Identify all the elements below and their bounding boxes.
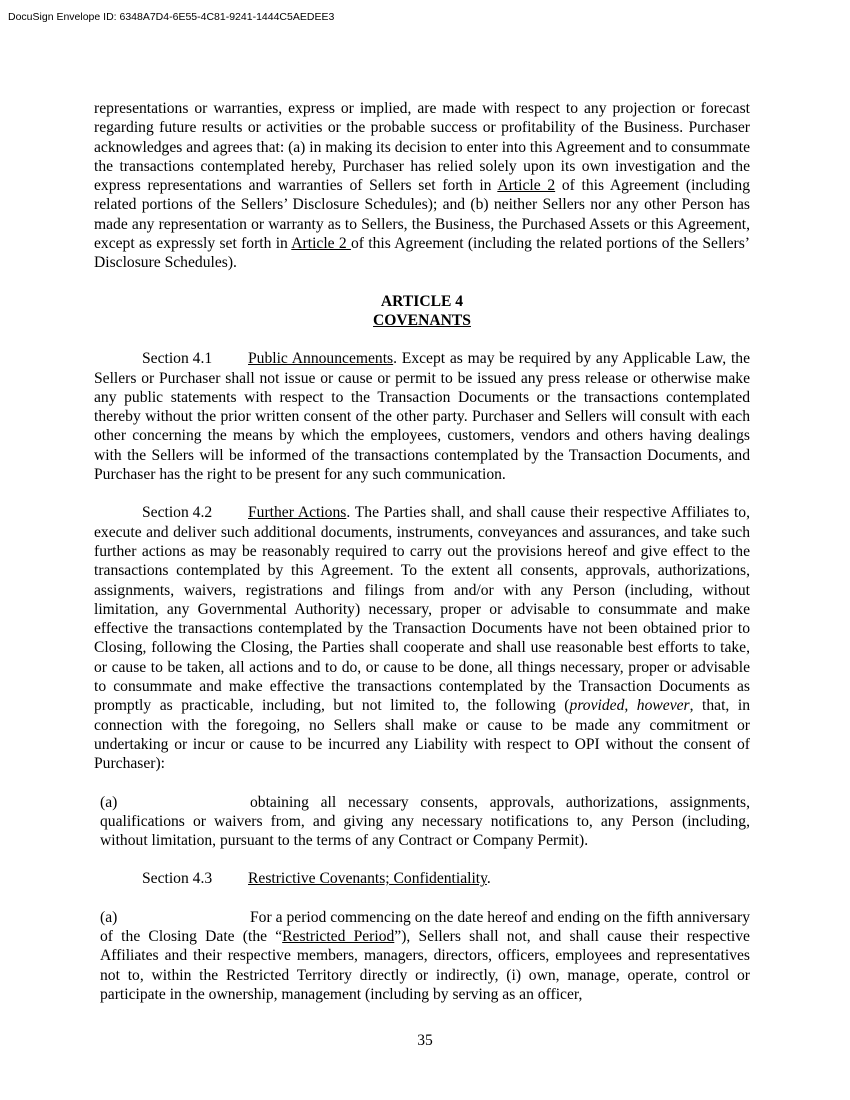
intro-text-1: representations or warranties, express or implied, are made with respect to any projection or forecast regarding future results or activities or the probable success or profitability of the Business. Purchaser acknowledges and agrees that: (a) in making its decision to enter into this Agreement and to consummate the transactions contemplated hereby, Purchaser has relied solely upon its own investigation and the express representations and warranties of Sellers set forth in (94, 100, 750, 195)
section-4-3-item-a-label: (a) (100, 908, 118, 926)
section-4-2-title: Further Actions (248, 504, 347, 522)
article-2-reference-2: Article 2 (291, 235, 351, 253)
article-title: COVENANTS (373, 311, 471, 329)
section-4-2-item-a-text: obtaining all necessary consents, approvals, authorizations, assignments, qualifications or waivers from, and giving any necessary notifications to, any Person (including, without limitation, pursuant to the terms of any Contract or Company Permit). (100, 793, 750, 850)
section-4-1 (94, 349, 750, 484)
intro-text-2: of this Agreement (including related portions of the Sellers’ Disclosure Schedules); and (b) neither Sellers nor any other Person has made any representation or warranty as to Sellers, the Business, the Purchased Assets or this Agreement, except as expressly set forth in (94, 177, 750, 253)
section-4-2-item-a (94, 793, 750, 851)
section-4-2-number: Section 4.2 (142, 504, 213, 522)
restricted-period-term: Restricted Period (282, 927, 395, 945)
article-number: ARTICLE 4 (380, 292, 464, 310)
page-number: 35 (417, 1032, 433, 1049)
section-4-2-item-a-label: (a) (100, 793, 118, 811)
docusign-envelope-id: DocuSign Envelope ID: 6348A7D4-6E55-4C81-9241-1444C5AEDEE3 (8, 11, 335, 23)
section-4-3-item-a (94, 908, 750, 1004)
section-4-2 (94, 503, 750, 773)
section-4-1-number: Section 4.1 (142, 350, 213, 368)
section-4-2-body-b: , that, in connection with the foregoing, no Sellers shall make or cause to be made any commitment or undertaking or incur or cause to be incurred any Liability with respect to OPI without the consent of Purchaser): (94, 697, 750, 773)
section-4-3-title-end: . (486, 870, 491, 888)
section-4-1-title: Public Announcements (248, 350, 394, 368)
section-4-3-number: Section 4.3 (142, 870, 213, 888)
section-4-3-title: Restrictive Covenants; Confidentiality (248, 870, 487, 888)
intro-text-3: of this Agreement (including the related portions of the Sellers’ Disclosure Schedules). (94, 235, 751, 272)
section-4-1-body: . Except as may be required by any Applicable Law, the Sellers or Purchaser shall not issue or cause or permit to be issued any press release or otherwise make any public statements with respect to the Transaction Documents or the transactions contemplated thereby without the prior written consent of the other party. Purchaser and Sellers will consult with each other concerning the means by which the employees, customers, vendors and others having dealings with the Sellers will be informed of the transactions contemplated by the Transaction Documents, and Purchaser has the right to be present for any such communication. (94, 350, 750, 484)
section-4-3-item-a-text-1: For a period commencing on the date hereof and ending on the fifth anniversary of the Closing Date (the “ (100, 908, 750, 945)
intro-paragraph (94, 99, 750, 273)
document-body (94, 99, 750, 1004)
section-4-3-item-a-text-2: ”), Sellers shall not, and shall cause their respective Affiliates and their respective members, managers, directors, officers, employees and representatives not to, within the Restricted Territory directly or indirectly, (i) own, manage, operate, control or participate in the ownership, management (including by serving as an officer, (100, 927, 750, 1003)
article-2-reference: Article 2 (497, 177, 556, 195)
section-4-2-body-a: . The Parties shall, and shall cause their respective Affiliates to, execute and deliver such additional documents, instruments, conveyances and assurances, and take such further actions as may be reasonably required to carry out the provisions hereof and give effect to the transactions contemplated by this Agreement. To the extent all consents, approvals, authorizations, assignments, waivers, registrations and filings from and/or with any Person (including, without limitation, any Governmental Authority) necessary, proper or advisable to consummate and make effective the transactions contemplated by the Transaction Documents have not been obtained prior to Closing, following the Closing, the Parties shall cooperate and shall use reasonable best efforts to take, or cause to be taken, all actions and to do, or cause to be done, all things necessary, proper or advisable to consummate and make effective the transactions contemplated by the Transaction Documents as promptly as practicable, including, but not limited to, the following ( (94, 504, 750, 715)
section-4-2-proviso: provided, however (569, 697, 690, 715)
article-heading (94, 292, 750, 331)
section-4-3-heading (94, 869, 750, 888)
